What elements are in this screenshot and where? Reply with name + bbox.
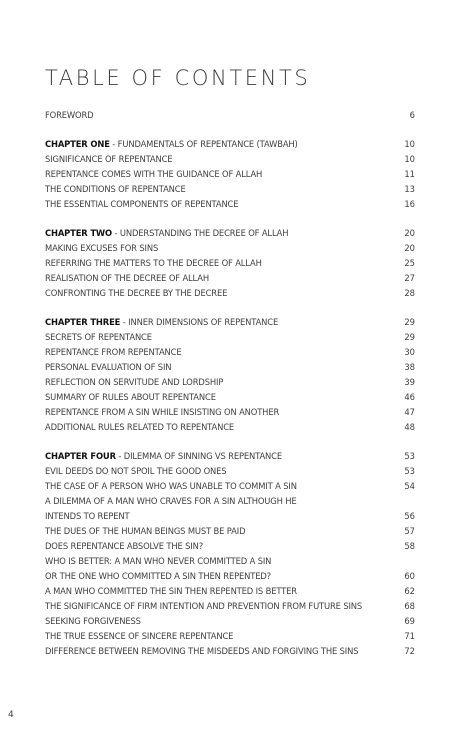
table-of-contents xyxy=(45,108,415,659)
toc-page-number: 16 xyxy=(404,199,415,209)
toc-entry-label: THE TRUE ESSENCE OF SINCERE REPENTANCE xyxy=(45,631,234,641)
toc-entry-label: THE CONDITIONS OF REPENTANCE xyxy=(45,184,186,194)
chapter-label: CHAPTER TWO xyxy=(45,228,112,238)
chapter-heading-row[interactable] xyxy=(45,315,415,330)
toc-entry-label: OR THE ONE WHO COMMITTED A SIN THEN REPENTED? xyxy=(45,571,271,581)
toc-page-number: 46 xyxy=(404,392,415,402)
toc-entry-label: DIFFERENCE BETWEEN REMOVING THE MISDEEDS AND FORGIVING THE SINS xyxy=(45,646,359,656)
toc-entry-row[interactable] xyxy=(45,509,415,524)
page-number-footer: 4 xyxy=(8,710,14,720)
chapter-heading-row[interactable] xyxy=(45,226,415,241)
toc-entry-label: FOREWORD xyxy=(45,110,94,120)
toc-entry-label: MAKING EXCUSES FOR SINS xyxy=(45,243,159,253)
toc-page-number: 69 xyxy=(404,616,415,626)
toc-page-number: 38 xyxy=(404,362,415,372)
toc-entry-label: THE SIGNIFICANCE OF FIRM INTENTION AND PREVENTION FROM FUTURE SINS xyxy=(45,601,363,611)
chapter-title: - UNDERSTANDING THE DECREE OF ALLAH xyxy=(112,228,289,238)
toc-entry-label: REPENTANCE FROM REPENTANCE xyxy=(45,347,182,357)
toc-entry-row[interactable] xyxy=(45,360,415,375)
toc-page-number: 10 xyxy=(404,139,415,149)
toc-page-number: 29 xyxy=(404,332,415,342)
toc-entry-label: REALISATION OF THE DECREE OF ALLAH xyxy=(45,273,209,283)
toc-entry-row[interactable] xyxy=(45,241,415,256)
toc-page-number: 53 xyxy=(404,466,415,476)
toc-page-number: 39 xyxy=(404,377,415,387)
toc-entry-row[interactable] xyxy=(45,539,415,554)
chapter-heading-row[interactable] xyxy=(45,449,415,464)
toc-entry-label: EVIL DEEDS DO NOT SPOIL THE GOOD ONES xyxy=(45,466,227,476)
toc-entry-row[interactable] xyxy=(45,390,415,405)
section-gap xyxy=(45,435,415,449)
toc-page-number: 13 xyxy=(404,184,415,194)
chapter-heading xyxy=(45,226,288,241)
toc-page-number: 48 xyxy=(404,422,415,432)
toc-entry-row[interactable] xyxy=(45,197,415,212)
toc-entry-row[interactable] xyxy=(45,330,415,345)
toc-entry-label: A DILEMMA OF A MAN WHO CRAVES FOR A SIN ALTHOUGH HE xyxy=(45,496,297,506)
toc-page-number: 25 xyxy=(404,258,415,268)
chapter-label: CHAPTER THREE xyxy=(45,317,121,327)
chapter-label: CHAPTER FOUR xyxy=(45,451,116,461)
toc-entry-label: SECRETS OF REPENTANCE xyxy=(45,332,152,342)
toc-entry-row[interactable] xyxy=(45,345,415,360)
toc-page-number: 47 xyxy=(404,407,415,417)
section-gap xyxy=(45,123,415,137)
toc-entry-row[interactable] xyxy=(45,479,415,494)
toc-entry-row[interactable] xyxy=(45,420,415,435)
toc-page-number: 28 xyxy=(404,288,415,298)
toc-entry-label: WHO IS BETTER: A MAN WHO NEVER COMMITTED A SIN xyxy=(45,556,272,566)
toc-entry-row[interactable] xyxy=(45,167,415,182)
page-title: TABLE OF CONTENTS xyxy=(45,66,311,90)
toc-entry-label: THE DUES OF THE HUMAN BEINGS MUST BE PAID xyxy=(45,526,246,536)
toc-entry-label: THE ESSENTIAL COMPONENTS OF REPENTANCE xyxy=(45,199,239,209)
toc-entry-row[interactable] xyxy=(45,629,415,644)
toc-page-number: 57 xyxy=(404,526,415,536)
toc-page-number: 29 xyxy=(404,317,415,327)
toc-page-number: 11 xyxy=(404,169,415,179)
toc-entry-label: REFERRING THE MATTERS TO THE DECREE OF ALLAH xyxy=(45,258,262,268)
chapter-title: - FUNDAMENTALS OF REPENTANCE (TAWBAH) xyxy=(109,139,298,149)
toc-page-number: 6 xyxy=(409,110,415,120)
toc-page-number: 53 xyxy=(404,451,415,461)
toc-entry-label: SIGNIFICANCE OF REPENTANCE xyxy=(45,154,173,164)
chapter-heading xyxy=(45,449,282,464)
toc-page-number: 20 xyxy=(404,243,415,253)
toc-page-number: 54 xyxy=(404,481,415,491)
toc-entry-label: REPENTANCE FROM A SIN WHILE INSISTING ON ANOTHER xyxy=(45,407,280,417)
toc-entry-label: ADDITIONAL RULES RELATED TO REPENTANCE xyxy=(45,422,235,432)
toc-entry-row[interactable] xyxy=(45,405,415,420)
toc-entry-label: DOES REPENTANCE ABSOLVE THE SIN? xyxy=(45,541,204,551)
toc-entry-row[interactable] xyxy=(45,375,415,390)
chapter-heading xyxy=(45,315,278,330)
toc-entry-row[interactable] xyxy=(45,524,415,539)
toc-entry-label: THE CASE OF A PERSON WHO WAS UNABLE TO COMMIT A SIN xyxy=(45,481,297,491)
toc-page-number: 56 xyxy=(404,511,415,521)
toc-entry-row[interactable] xyxy=(45,182,415,197)
toc-entry-row[interactable] xyxy=(45,644,415,659)
chapter-title: - DILEMMA OF SINNING VS REPENTANCE xyxy=(115,451,282,461)
toc-entry-row[interactable] xyxy=(45,614,415,629)
toc-entry-row[interactable] xyxy=(45,464,415,479)
toc-entry-row[interactable] xyxy=(45,271,415,286)
section-gap xyxy=(45,301,415,315)
section-gap xyxy=(45,212,415,226)
toc-page-number: 27 xyxy=(404,273,415,283)
chapter-label: CHAPTER ONE xyxy=(45,139,110,149)
toc-entry-row[interactable] xyxy=(45,286,415,301)
toc-page-number: 72 xyxy=(404,646,415,656)
toc-page-number: 68 xyxy=(404,601,415,611)
chapter-heading-row[interactable] xyxy=(45,137,415,152)
chapter-title: - INNER DIMENSIONS OF REPENTANCE xyxy=(120,317,279,327)
toc-entry-label: PERSONAL EVALUATION OF SIN xyxy=(45,362,172,372)
toc-entry-label: REPENTANCE COMES WITH THE GUIDANCE OF ALLAH xyxy=(45,169,263,179)
toc-entry-row[interactable] xyxy=(45,599,415,614)
toc-page-number: 20 xyxy=(404,228,415,238)
chapter-heading xyxy=(45,137,298,152)
toc-entry-label: CONFRONTING THE DECREE BY THE DECREE xyxy=(45,288,228,298)
toc-entry-row[interactable] xyxy=(45,569,415,584)
toc-entry-label: A MAN WHO COMMITTED THE SIN THEN REPENTED IS BETTER xyxy=(45,586,297,596)
toc-entry-row[interactable] xyxy=(45,494,415,509)
toc-entry-row[interactable] xyxy=(45,584,415,599)
toc-page-number: 62 xyxy=(404,586,415,596)
toc-entry-row[interactable] xyxy=(45,554,415,569)
toc-entry-label: SUMMARY OF RULES ABOUT REPENTANCE xyxy=(45,392,216,402)
toc-entry-label: REFLECTION ON SERVITUDE AND LORDSHIP xyxy=(45,377,224,387)
toc-page-number: 58 xyxy=(404,541,415,551)
toc-page-number: 10 xyxy=(404,154,415,164)
toc-entry-label: SEEKING FORGIVENESS xyxy=(45,616,141,626)
toc-page-number: 71 xyxy=(404,631,415,641)
toc-page-number: 30 xyxy=(404,347,415,357)
toc-foreword-row[interactable] xyxy=(45,108,415,123)
toc-entry-label: INTENDS TO REPENT xyxy=(45,511,130,521)
toc-page-number: 60 xyxy=(404,571,415,581)
toc-entry-row[interactable] xyxy=(45,152,415,167)
toc-entry-row[interactable] xyxy=(45,256,415,271)
